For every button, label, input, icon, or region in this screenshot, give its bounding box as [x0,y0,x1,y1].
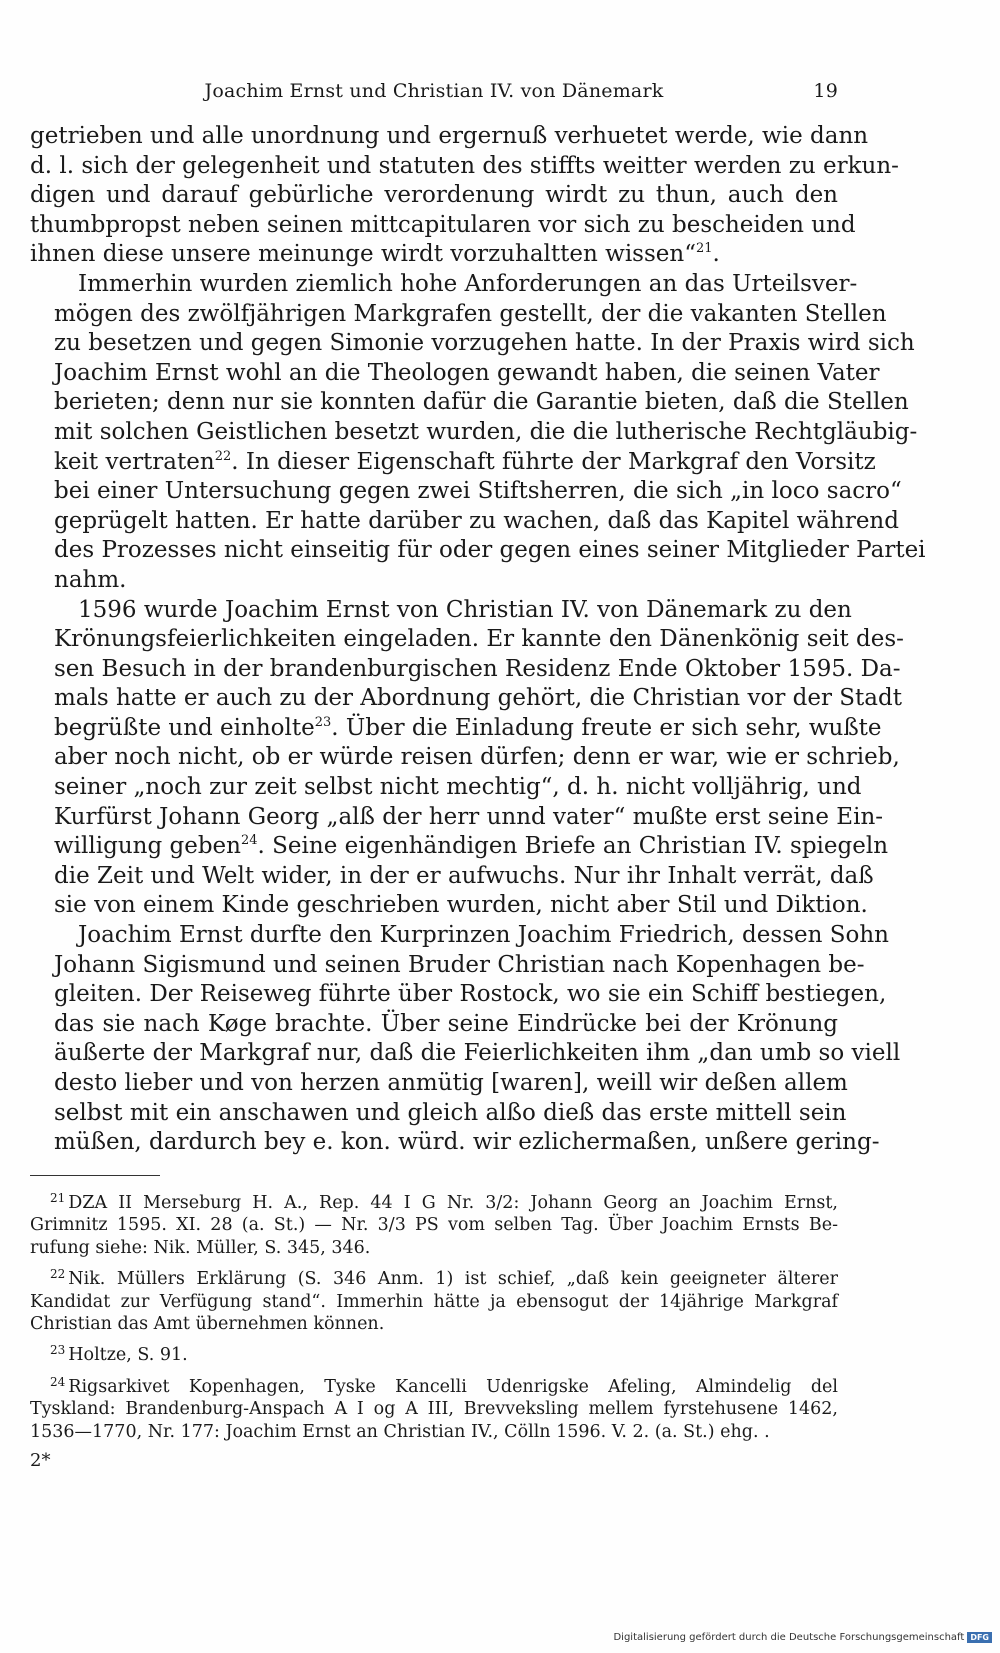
text-line: digen und darauf gebürliche verordenung wirdt zu thun, auch den [30,182,838,209]
paragraph [30,270,926,596]
text-line: selbst mit ein anschawen und gleich alßo dieß das erste mittell sein [54,1099,847,1126]
text-line: Kurfürst Johann Georg „alß der herr unnd vater“ mußte erst seine Ein- [54,803,884,830]
text-line: keit vertraten$^{22}$. In dieser Eigenschaft führte der Markgraf den Vorsitz [54,448,876,475]
dfg-logo: DFG [967,1632,992,1643]
text-line: geprügelt hatten. Er hatte darüber zu wachen, daß das Kapitel während [54,507,899,534]
text-line: ihnen diese unsere meinunge wirdt vorzuhaltten wissen“$^{21}$. [30,241,720,268]
footnote-line: 1536—1770, Nr. 177: Joachim Ernst an Christian IV., Cölln 1596. V. 2. (a. St.) ehg. . [30,1421,770,1442]
footnote [30,1263,838,1335]
running-head [30,80,838,106]
footnote-line [30,1339,838,1366]
footnotes [30,1187,838,1447]
text-line: d. l. sich der gelegenheit und statuten des stiffts weitter werden zu erkun- [30,152,899,179]
text-line: Johann Sigismund und seinen Bruder Christian nach Kopenhagen be- [54,951,865,978]
footnote-text: Rigsarkivet Kopenhagen, Tyske Kancelli Udenrigske Afeling, Almindelig del [68,1376,838,1397]
text-line: Immerhin wurden ziemlich hohe Anforderungen an das Urteilsver- [78,270,858,297]
paragraph [30,596,904,922]
text-line: seiner „noch zur zeit selbst nicht mechtig“, d. h. nicht volljährig, und [54,774,862,801]
text-line: 1596 wurde Joachim Ernst von Christian IV. von Dänemark zu den [78,596,852,623]
footnote-line [30,1371,838,1398]
signature-mark: 2* [30,1450,51,1471]
footnote [30,1187,838,1259]
digitization-notice [613,1632,992,1643]
text-line: Krönungsfeierlichkeiten eingeladen. Er kannte den Dänenkönig seit des- [54,626,904,653]
text-line: sen Besuch in der brandenburgischen Residenz Ende Oktober 1595. Da- [54,655,901,682]
footnote-line [30,1263,838,1290]
footnote-line: rufung siehe: Nik. Müller, S. 345, 346. [30,1237,371,1258]
text-line: begrüßte und einholte$^{23}$. Über die Einladung freute er sich sehr, wußte [54,714,882,741]
text-line: das sie nach Køge brachte. Über seine Eindrücke bei der Krönung [54,1010,838,1037]
text-line: Joachim Ernst wohl an die Theologen gewandt haben, die seinen Vater [54,359,880,386]
text-line: berieten; denn nur sie konnten dafür die Garantie bieten, daß die Stellen [54,389,909,416]
text-line: des Prozesses nicht einseitig für oder gegen eines seiner Mitglieder Partei [54,537,926,564]
text-line: zu besetzen und gegen Simonie vorzugehen hatte. In der Praxis wird sich [54,330,915,357]
footnote-line: Tyskland: Brandenburg-Anspach A I og A III, Brevveksling mellem fyrstehusene 1462, [30,1399,838,1420]
digitization-notice-text: Digitalisierung gefördert durch die Deutsche Forschungsgemeinschaft [613,1632,965,1643]
text-line: müßen, dardurch bey e. kon. würd. wir ezlichermaßen, unßere gering- [54,1129,880,1156]
text-line: desto lieber und von herzen anmütig [waren], weill wir deßen allem [54,1070,848,1096]
page-number: 19 [813,80,838,102]
paragraph [30,122,899,270]
footnote-text: Nik. Müllers Erklärung (S. 346 Anm. 1) ist schief, „daß kein geeigneter älterer [68,1269,838,1290]
footnote-number: 22 [50,1267,66,1282]
running-head-title: Joachim Ernst und Christian IV. von Dänemark [204,80,664,102]
text-line: aber noch nicht, ob er würde reisen dürfen; denn er war, wie er schrieb, [54,744,900,771]
footnote-number: 24 [50,1374,66,1389]
text-line: getrieben und alle unordnung und ergernuß verhuetet werde, wie dann [30,123,869,149]
text-line: äußerte der Markgraf nur, daß die Feierlichkeiten ihm „dan umb so viell [54,1040,901,1067]
footnote-line: Kandidat zur Verfügung stand“. Immerhin hätte ja ebensogut der 14jährige Markgraf [30,1291,838,1312]
paragraph [30,921,901,1158]
text-line: gleiten. Der Reiseweg führte über Rostock, wo sie ein Schiff bestiegen, [54,981,887,1008]
footnote [30,1339,838,1366]
text-line: nahm. [54,566,127,593]
footnote-number: 23 [50,1343,66,1358]
footnote-number: 21 [50,1191,66,1205]
text-line: willigung geben$^{24}$. Seine eigenhändigen Briefe an Christian IV. spiegeln [54,833,889,860]
footnote-text: Holtze, S. 91. [68,1345,188,1366]
body-text [30,122,926,1158]
text-line: sie von einem Kinde geschrieben wurden, nicht aber Stil und Diktion. [54,892,868,919]
text-line: Joachim Ernst durfte den Kurprinzen Joachim Friedrich, dessen Sohn [78,922,889,949]
footnote-line [30,1187,838,1214]
text-line: thumbpropst neben seinen mittcapitularen vor sich zu bescheiden und [30,211,856,238]
footnote-line: Grimnitz 1595. XI. 28 (a. St.) — Nr. 3/3 PS vom selben Tag. Über Joachim Ernsts Be- [30,1215,838,1236]
text-line: die Zeit und Welt wider, in der er aufwuchs. Nur ihr Inhalt verrät, daß [54,862,874,889]
footnote-text: DZA II Merseburg H. A., Rep. 44 I G Nr. 3/2: Johann Georg an Joachim Ernst, [68,1193,838,1213]
text-line: bei einer Untersuchung gegen zwei Stiftsherren, die sich „in loco sacro“ [54,478,902,505]
text-line: mit solchen Geistlichen besetzt wurden, die die lutherische Rechtgläubig- [54,418,918,445]
text-line: mals hatte er auch zu der Abordnung gehört, die Christian vor der Stadt [54,685,902,712]
text-line: mögen des zwölfjährigen Markgrafen gestellt, der die vakanten Stellen [54,300,887,327]
footnote-line: Christian das Amt übernehmen können. [30,1314,385,1335]
footnote-rule [30,1175,160,1176]
footnote [30,1371,838,1443]
